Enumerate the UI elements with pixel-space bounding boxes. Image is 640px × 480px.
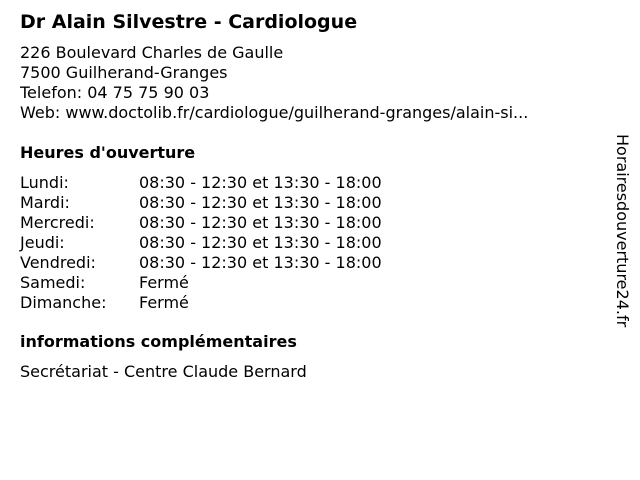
- day-label: Mercredi:: [20, 213, 95, 232]
- address-city: 7500 Guilherand-Granges: [20, 63, 228, 82]
- business-title: Dr Alain Silvestre - Cardiologue: [20, 11, 358, 33]
- day-hours: 08:30 - 12:30 et 13:30 - 18:00: [139, 173, 382, 192]
- day-label: Lundi:: [20, 173, 69, 192]
- hours-row-saturday: [20, 273, 600, 293]
- opening-hours-table: [20, 173, 600, 313]
- day-label: Vendredi:: [20, 253, 96, 272]
- day-label: Samedi:: [20, 273, 86, 292]
- hours-row-wednesday: [20, 213, 600, 233]
- day-hours: Fermé: [139, 273, 189, 292]
- hours-row-sunday: [20, 293, 600, 313]
- hours-row-monday: [20, 173, 600, 193]
- day-hours: 08:30 - 12:30 et 13:30 - 18:00: [139, 233, 382, 252]
- website-link[interactable]: Web: www.doctolib.fr/cardiologue/guilherand-granges/alain-si...: [20, 103, 529, 122]
- hours-row-thursday: [20, 233, 600, 253]
- day-hours: 08:30 - 12:30 et 13:30 - 18:00: [139, 213, 382, 232]
- opening-hours-heading: Heures d'ouverture: [20, 143, 196, 162]
- site-watermark: Horairesdouverture24.fr: [613, 134, 632, 328]
- day-label: Mardi:: [20, 193, 70, 212]
- business-card: [20, 10, 600, 382]
- hours-row-tuesday: [20, 193, 600, 213]
- day-label: Dimanche:: [20, 293, 107, 312]
- hours-row-friday: [20, 253, 600, 273]
- address-street: 226 Boulevard Charles de Gaulle: [20, 43, 284, 62]
- additional-info-heading: informations complémentaires: [20, 332, 297, 351]
- day-hours: Fermé: [139, 293, 189, 312]
- day-hours: 08:30 - 12:30 et 13:30 - 18:00: [139, 253, 382, 272]
- additional-info-text: Secrétariat - Centre Claude Bernard: [20, 362, 307, 381]
- day-label: Jeudi:: [20, 233, 65, 252]
- day-hours: 08:30 - 12:30 et 13:30 - 18:00: [139, 193, 382, 212]
- phone-number: Telefon: 04 75 75 90 03: [20, 83, 210, 102]
